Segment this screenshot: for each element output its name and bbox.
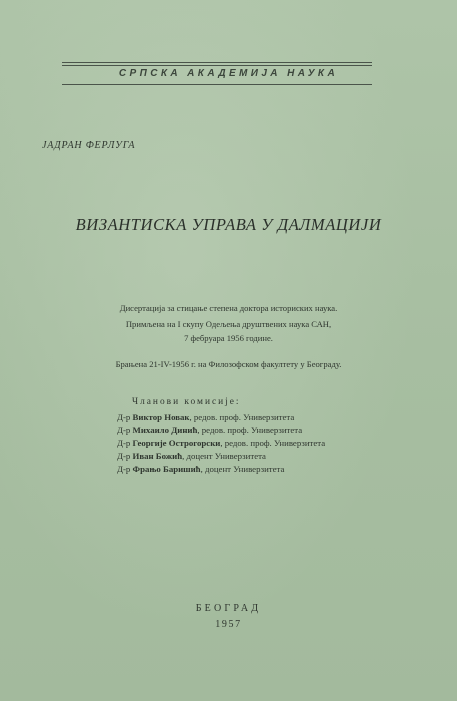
- member-prefix: Д-р: [117, 412, 131, 422]
- accepted-date-line: 7 фебруара 1956 године.: [184, 333, 273, 343]
- academy-name: СРПСКА АКАДЕМИЈА НАУКА: [118, 68, 339, 79]
- member-name: Виктор Новак: [132, 412, 190, 422]
- committee-member: [117, 425, 302, 435]
- committee-member: [117, 412, 294, 422]
- author-name: ЈАДРАН ФЕРЛУГА: [42, 140, 136, 151]
- member-role: , доцент Универзитета: [200, 464, 285, 474]
- member-prefix: Д-р: [117, 425, 131, 435]
- committee-heading: Чланови комисије:: [132, 397, 241, 407]
- top-rule-lower: [62, 65, 372, 66]
- committee-member: [117, 451, 266, 461]
- dissertation-line: Дисертација за стицање степена доктора историских наука.: [119, 303, 338, 313]
- committee-member: [117, 464, 284, 474]
- committee-member: [117, 438, 325, 448]
- book-title: ВИЗАНТИСКА УПРАВА У ДАЛМАЦИЈИ: [75, 215, 382, 234]
- member-name: Иван Божић: [132, 451, 183, 461]
- defense-line: Брањена 21-IV-1956 г. на Филозофском факултету у Београду.: [115, 359, 342, 369]
- publication-city: БЕОГРАД: [195, 603, 262, 614]
- academy-underline: [62, 84, 372, 85]
- accepted-line: Примљена на I скупу Одељења друштвених наука САН,: [125, 319, 332, 329]
- member-prefix: Д-р: [117, 464, 131, 474]
- member-name: Фрањо Баришић: [132, 464, 201, 474]
- member-role: , редов. проф. Универзитета: [197, 425, 303, 435]
- publication-year: 1957: [215, 619, 242, 630]
- member-prefix: Д-р: [117, 438, 131, 448]
- member-prefix: Д-р: [117, 451, 131, 461]
- member-role: , редов. проф. Универзитета: [220, 438, 326, 448]
- member-role: , редов. проф. Универзитета: [189, 412, 295, 422]
- member-role: , доцент Универзитета: [182, 451, 266, 461]
- member-name: Георгије Острогорски: [132, 438, 221, 448]
- top-rule-upper: [62, 62, 372, 63]
- member-name: Михаило Динић: [132, 425, 198, 435]
